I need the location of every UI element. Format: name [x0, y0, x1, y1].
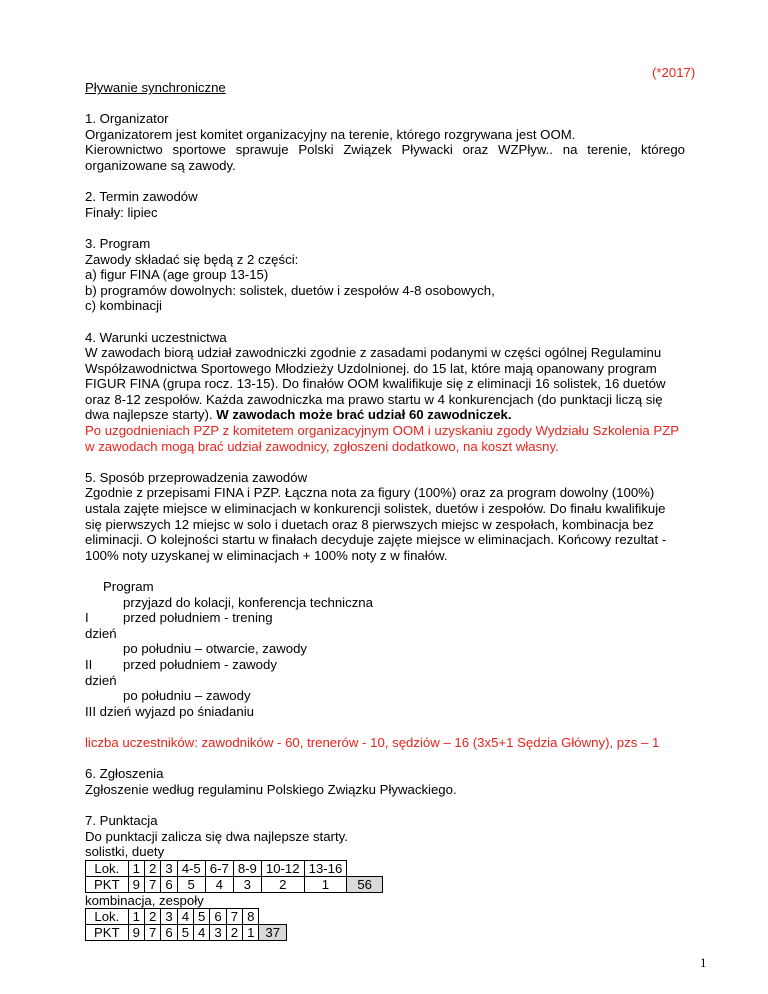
list-item: a) figur FINA (age group 13-15) [85, 267, 269, 283]
schedule-day [85, 595, 123, 611]
section-2-heading: 2. Termin zawodów [85, 189, 198, 205]
table-cell: 4 [205, 876, 233, 892]
section-4-text: W zawodach biorą udział zawodniczki zgodnie z zasadami podanymi w części ogólnej Regulaminu Współzawodnictwa Sportowego Młodzieży Uzdolnionej. do 15 lat, które mają opanowany program FIGUR FINA (grupa rocz. 13-15). Do finałów OOM kwalifikuje się z eliminacji 16 solistek, 16 duetów oraz 8-12 zespołów. Każda zawodniczka ma prawo startu w 4 konkurencjach (do punktacji liczą się dwa najlepsze starty). [85, 345, 666, 423]
table-cell: 2 [145, 909, 161, 925]
table-cell: 7 [145, 925, 161, 941]
table-cell: 1 [243, 925, 259, 941]
table-cell [347, 860, 383, 876]
table-row [86, 909, 287, 925]
document-body [85, 80, 685, 941]
table-cell: 9 [128, 925, 144, 941]
table-cell: 1 [304, 876, 347, 892]
table-cell: 3 [161, 860, 177, 876]
table-2-caption: kombinacja, zespoły [85, 892, 204, 908]
schedule-day: II dzień [85, 656, 117, 688]
section-3-intro: Zawody składać się będą z 2 części: [85, 251, 299, 267]
table-cell: 4 [194, 925, 210, 941]
section-6-text: Zgłoszenie według regulaminu Polskiego Związku Pływackiego. [85, 781, 457, 797]
table-cell: 8 [243, 909, 259, 925]
schedule-text: po południu – zawody [123, 688, 251, 704]
table-cell: 7 [226, 909, 242, 925]
table-cell: 5 [177, 925, 193, 941]
list-item: b) programów dowolnych: solistek, duetów i zespołów 4-8 osobowych, [85, 282, 495, 298]
section-6-heading: 6. Zgłoszenia [85, 766, 164, 782]
table-cell: 1 [128, 860, 144, 876]
points-table-combination-team [85, 908, 287, 941]
schedule-text: przed południem - trening [123, 610, 273, 626]
table-1-caption: solistki, duety [85, 844, 165, 860]
points-total: 56 [347, 876, 383, 892]
table-cell: 8-9 [233, 860, 261, 876]
section-2-line-1: Finały: lipiec [85, 204, 158, 220]
table-cell: 6 [161, 876, 177, 892]
table-cell: 1 [128, 909, 144, 925]
schedule-text: przed południem - zawody [123, 656, 277, 672]
section-4-heading: 4. Warunki uczestnictwa [85, 329, 227, 345]
schedule-row [85, 641, 685, 657]
schedule-title: Program [103, 579, 154, 594]
schedule-row [85, 595, 685, 611]
schedule-row [85, 610, 685, 641]
table-cell: 2 [226, 925, 242, 941]
table-cell: 5 [177, 876, 205, 892]
table-cell: 7 [145, 876, 161, 892]
schedule [85, 579, 685, 719]
section-4-bold-note: W zawodach może brać udział 60 zawodniczek. [216, 407, 512, 423]
schedule-row [85, 657, 685, 688]
participants-note: liczba uczestników: zawodników - 60, trenerów - 10, sędziów – 16 (3x5+1 Sędzia Główny), pzs – 1 [85, 734, 660, 750]
table-row [86, 876, 383, 892]
document-title: Pływanie synchroniczne [85, 80, 226, 95]
table-row [86, 860, 383, 876]
section-3-heading: 3. Program [85, 235, 151, 251]
points-table-solo-duet [85, 860, 383, 893]
table-cell: Lok. [86, 909, 129, 925]
schedule-day [85, 688, 123, 704]
schedule-text: wyjazd po śniadaniu [135, 703, 254, 719]
schedule-day [85, 641, 123, 657]
table-cell: PKT [86, 925, 129, 941]
section-5-text: Zgodnie z przepisami FINA i PZP. Łączna nota za figury (100%) oraz za program dowolny (100%) ustala zajęte miejsce w eliminacjach w konkurencji solistek, duetów i zespołów. Do finału kwalifikuje się pierwszych 12 miejsc w solo i duetach oraz 8 pierwszych miejsc w zespołach, kombinacja bez eliminacji. O kolejności startu w finałach decyduje zajęte miejsce w eliminacjach. Końcowy rezultat - 100% noty uzyskanej w eliminacjach + 100% noty z w finałów. [85, 485, 667, 563]
table-cell: 5 [194, 909, 210, 925]
table-cell: 2 [261, 876, 304, 892]
schedule-row [85, 704, 685, 720]
points-total: 37 [259, 925, 287, 941]
section-7-heading: 7. Punktacja [85, 812, 158, 828]
schedule-text: przyjazd do kolacji, konferencja techniczna [123, 594, 373, 610]
schedule-day: III dzień [85, 703, 132, 719]
table-cell: 4 [177, 909, 193, 925]
table-cell: 4-5 [177, 860, 205, 876]
section-4-paragraph [85, 345, 685, 423]
table-cell: PKT [86, 876, 129, 892]
section-4-red-note: Po uzgodnieniach PZP z komitetem organizacyjnym OOM i uzyskaniu zgody Wydziału Szkolenia PZP w zawodach mogą brać udział zawodnicy, zgłoszeni dodatkowo, na koszt własny. [85, 423, 679, 454]
section-1-heading: 1. Organizator [85, 111, 169, 127]
table-cell: 2 [145, 860, 161, 876]
year-note: (*2017) [652, 65, 696, 80]
table-cell: 6 [210, 909, 226, 925]
table-cell: 6 [161, 925, 177, 941]
schedule-day: I dzień [85, 610, 117, 641]
table-cell: 6-7 [205, 860, 233, 876]
table-cell: 13-16 [304, 860, 347, 876]
schedule-text: po południu – otwarcie, zawody [123, 641, 308, 657]
section-7-intro: Do punktacji zalicza się dwa najlepsze starty. [85, 828, 348, 844]
table-cell: Lok. [86, 860, 129, 876]
list-item: c) kombinacji [85, 298, 162, 314]
table-cell: 3 [161, 909, 177, 925]
table-cell: 10-12 [261, 860, 304, 876]
schedule-row [85, 688, 685, 704]
table-row [86, 925, 287, 941]
table-cell: 9 [128, 876, 144, 892]
table-cell [259, 909, 287, 925]
table-cell: 3 [210, 925, 226, 941]
section-1-line-2: Kierownictwo sportowe sprawuje Polski Związek Pływacki oraz WZPływ.. na terenie, którego organizowane są zawody. [85, 142, 685, 173]
section-5-heading: 5. Sposób przeprowadzenia zawodów [85, 469, 308, 485]
section-1-line-1: Organizatorem jest komitet organizacyjny na terenie, którego rozgrywana jest OOM. [85, 126, 576, 142]
page-number: 1 [700, 955, 707, 970]
table-cell: 3 [233, 876, 261, 892]
